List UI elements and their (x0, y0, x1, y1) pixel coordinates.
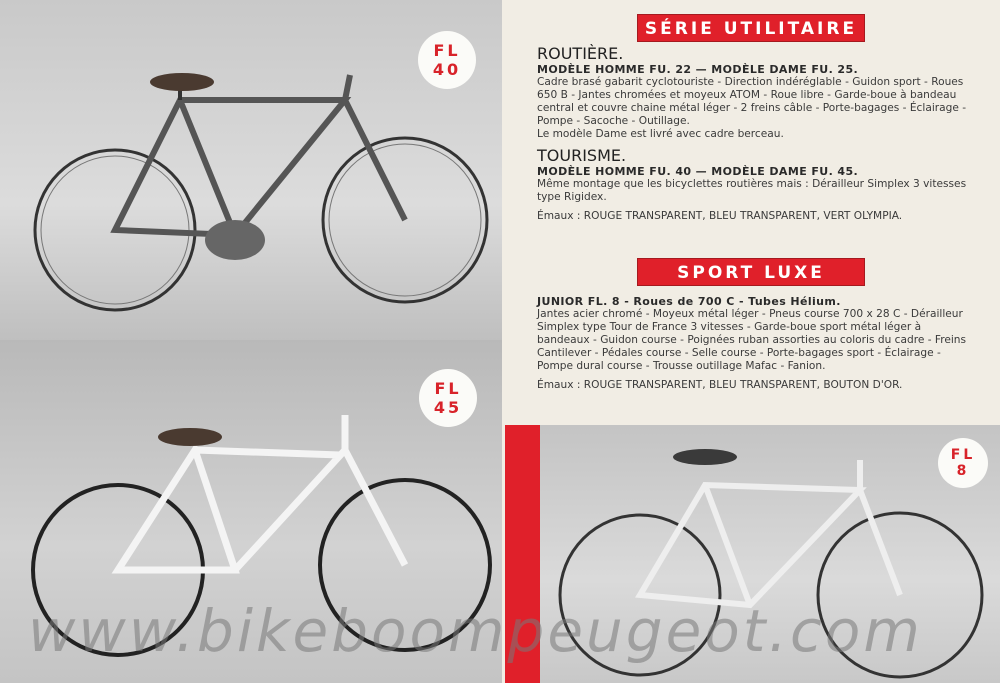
section-sport-luxe (537, 295, 977, 398)
section-serie-utilitaire (537, 45, 977, 229)
desc-tourisme: Même montage que les bicyclettes routières mais : Dérailleur Simplex 3 vitesses type Rigidex. (537, 178, 967, 203)
badge-fl40 (418, 31, 476, 89)
badge-fl45 (419, 369, 477, 427)
desc-routiere: Cadre brasé gabarit cyclotouriste - Direction indéréglable - Guidon sport - Roues 650 B - Jantes chromées et moyeux ATOM - Roue libre - Garde-boue à bandeau central et couvre chaine métal léger - 2 freins câble - Porte-bagages - Éclairage - Pompe - Sacoche - Outillage. (537, 76, 967, 127)
desc-junior: Jantes acier chromé - Moyeux métal léger - Pneus course 700 x 28 C - Dérailleur Simplex type Tour de France 3 vitesses - Garde-boue sport métal léger à bandeaux - Guidon course - Poignées ruban assorties au coloris du cadre - Freins Cantilever - Pédales course - Selle course - Porte-bagages sport - Éclairage - Pompe dural course - Trousse outillage Mafac - Fanion. (537, 308, 967, 372)
emaux-tourisme: Émaux : ROUGE TRANSPARENT, BLEU TRANSPARENT, VERT OLYMPIA. (537, 210, 903, 222)
badge-number: 45 (433, 398, 463, 417)
badge-label: FL (950, 447, 976, 463)
heading-tourisme: TOURISME. (537, 146, 627, 165)
models-junior: JUNIOR FL. 8 - Roues de 700 C - Tubes Hélium. (537, 295, 841, 308)
badge-number: 8 (956, 463, 970, 479)
banner-serie-utilitaire: SÉRIE UTILITAIRE (637, 14, 865, 42)
badge-label: FL (433, 41, 461, 60)
banner-sport-luxe: SPORT LUXE (637, 258, 865, 286)
heading-routiere: ROUTIÈRE. (537, 44, 624, 63)
badge-label: FL (434, 379, 462, 398)
emaux-junior: Émaux : ROUGE TRANSPARENT, BLEU TRANSPARENT, BOUTON D'OR. (537, 379, 903, 391)
badge-number: 40 (432, 60, 462, 79)
models-routiere: MODÈLE HOMME FU. 22 — MODÈLE DAME FU. 25. (537, 63, 859, 76)
badge-fl8 (938, 438, 988, 488)
models-tourisme: MODÈLE HOMME FU. 40 — MODÈLE DAME FU. 45. (537, 165, 859, 178)
watermark: www.bikeboompeugeot.com (28, 597, 923, 665)
note-routiere: Le modèle Dame est livré avec cadre berceau. (537, 128, 784, 140)
